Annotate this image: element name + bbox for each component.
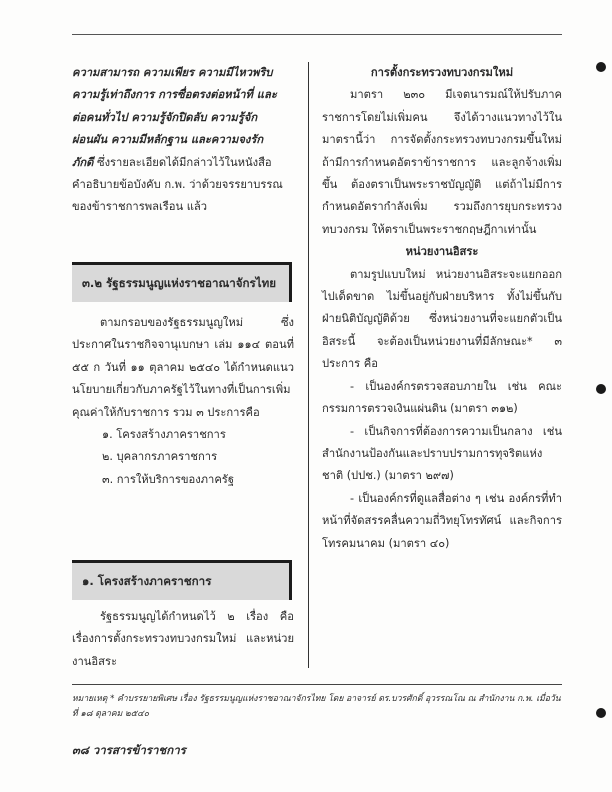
- text-line: ของข้าราชการพลเรือน แล้ว: [72, 200, 208, 214]
- list-item: ๒. บุคลากรภาคราชการ: [102, 450, 218, 464]
- italic-word: ภักดี: [72, 155, 94, 169]
- punch-hole: [596, 384, 606, 394]
- column-divider: [308, 62, 309, 668]
- top-rule: [72, 34, 562, 35]
- italic-paragraph: [72, 62, 294, 174]
- text-line: ความสามารถ ความเพียร ความมีไหวพริบ: [72, 66, 273, 79]
- text-line: ผ่อนผัน ความมีหลักฐาน และความจงรัก: [72, 133, 264, 147]
- section-3-2-paragraph: ตามกรอบของรัฐธรรมนูญใหม่ ซึ่งประกาศในราชกิจจานุเบกษา เล่ม ๑๑๔ ตอนที่ ๕๕ ก วันที่ ๑๑ ตุลาคม ๒๕๔๐ ได้กำหนดแนวนโยบายเกี่ยวกับภาครัฐไว้ในทางที่เป็นการเพิ่มคุณค่าให้กับราชการ รวม ๓ ประการคือ: [72, 316, 294, 419]
- plain-text: ซึ่งรายละเอียดได้มีกล่าวไว้ในหนังสือ: [93, 155, 272, 169]
- section-1-paragraph: รัฐธรรมนูญได้กำหนดไว้ ๒ เรื่อง คือ เรื่องการตั้งกระทรวงทบวงกรมใหม่ และหน่วยงานอิสระ: [72, 610, 294, 668]
- text-line: [72, 152, 294, 174]
- footnote-rule: [72, 684, 562, 685]
- section-3-2-heading: ๓.๒ รัฐธรรมนูญแห่งราชอาณาจักรไทย: [72, 262, 292, 302]
- right-column: [322, 62, 562, 555]
- punch-hole: [596, 62, 606, 72]
- list-item: - เป็นองค์กรตรวจสอบภายใน เช่น คณะกรรมการตรวจเงินแผ่นดิน (มาตรา ๓๑๒): [322, 379, 562, 416]
- heading-independent-agencies: หน่วยงานอิสระ: [405, 245, 479, 259]
- list-item: ๓. การให้บริการของภาครัฐ: [102, 472, 234, 486]
- text-line: ต่อคนทั่วไป ความรู้จักปิดลับ ความรู้จัก: [72, 110, 258, 124]
- heading-new-ministries: การตั้งกระทรวงทบวงกรมใหม่: [370, 66, 514, 79]
- list-item: ๑. โครงสร้างภาคราชการ: [102, 428, 226, 442]
- footnote: หมายเหตุ * คำบรรยายพิเศษ เรื่อง รัฐธรรมนูญแห่งราชอาณาจักรไทย โดย อาจารย์ ดร.บวรศักดิ์ อุวรรณโณ ณ สำนักงาน ก.พ. เมื่อวันที่ ๑๘ ตุลาคม ๒๕๔๐: [72, 694, 561, 719]
- left-column-section-3-2: [72, 312, 294, 491]
- page-footer: ๓๘ วารสารข้าราชการ: [72, 743, 186, 757]
- list-item: - เป็นองค์กรที่ดูแลสื่อต่าง ๆ เช่น องค์กรที่ทำหน้าที่จัดสรรคลื่นความถี่วิทยุโทรทัศน์ และกิจการโทรคมนาคม (มาตรา ๔๐): [322, 491, 562, 550]
- paragraph-new-ministries: มาตรา ๒๓๐ มีเจตนารมณ์ให้ปรับภาคราชการโดยไม่เพิ่มคน จึงได้วางแนวทางไว้ในมาตรานี้ว่า การจัดตั้งกระทรวงทบวงกรมขึ้นใหม่ ถ้ามีการกำหนดอัตราข้าราชการ และลูกจ้างเพิ่มขึ้น ต้องตราเป็นพระราชบัญญัติ แต่ถ้าไม่มีการกำหนดอัตรากำลังเพิ่ม รวมถึงการยุบกระทรวงทบวงกรม ให้ตราเป็นพระราชกฤษฎีกาเท่านั้น: [322, 88, 562, 236]
- punch-hole: [596, 708, 606, 718]
- left-column: [72, 62, 294, 219]
- left-column-section-1: [72, 606, 294, 673]
- list-item: - เป็นกิจการที่ต้องการความเป็นกลาง เช่น สำนักงานป้องกันและปราบปรามการทุจริตแห่งชาติ (ปปช.) (มาตรา ๒๙๗): [322, 424, 562, 483]
- paragraph-independent-agencies: ตามรูปแบบใหม่ หน่วยงานอิสระจะแยกออกไปเด็ดขาด ไม่ขึ้นอยู่กับฝ่ายบริหาร ทั้งไม่ขึ้นกับฝ่ายนิติบัญญัติด้วย ซึ่งหน่วยงานที่จะแยกตัวเป็นอิสระนี้ จะต้องเป็นหน่วยงานที่มีลักษณะ* ๓ ประการ คือ: [322, 267, 562, 371]
- text-line: คำอธิบายข้อบังคับ ก.พ. ว่าด้วยจรรยาบรรณ: [72, 178, 283, 192]
- section-1-heading: ๑. โครงสร้างภาคราชการ: [72, 560, 292, 600]
- text-line: ความรู้เท่าถึงการ การซื่อตรงต่อหน้าที่ และ: [72, 88, 277, 102]
